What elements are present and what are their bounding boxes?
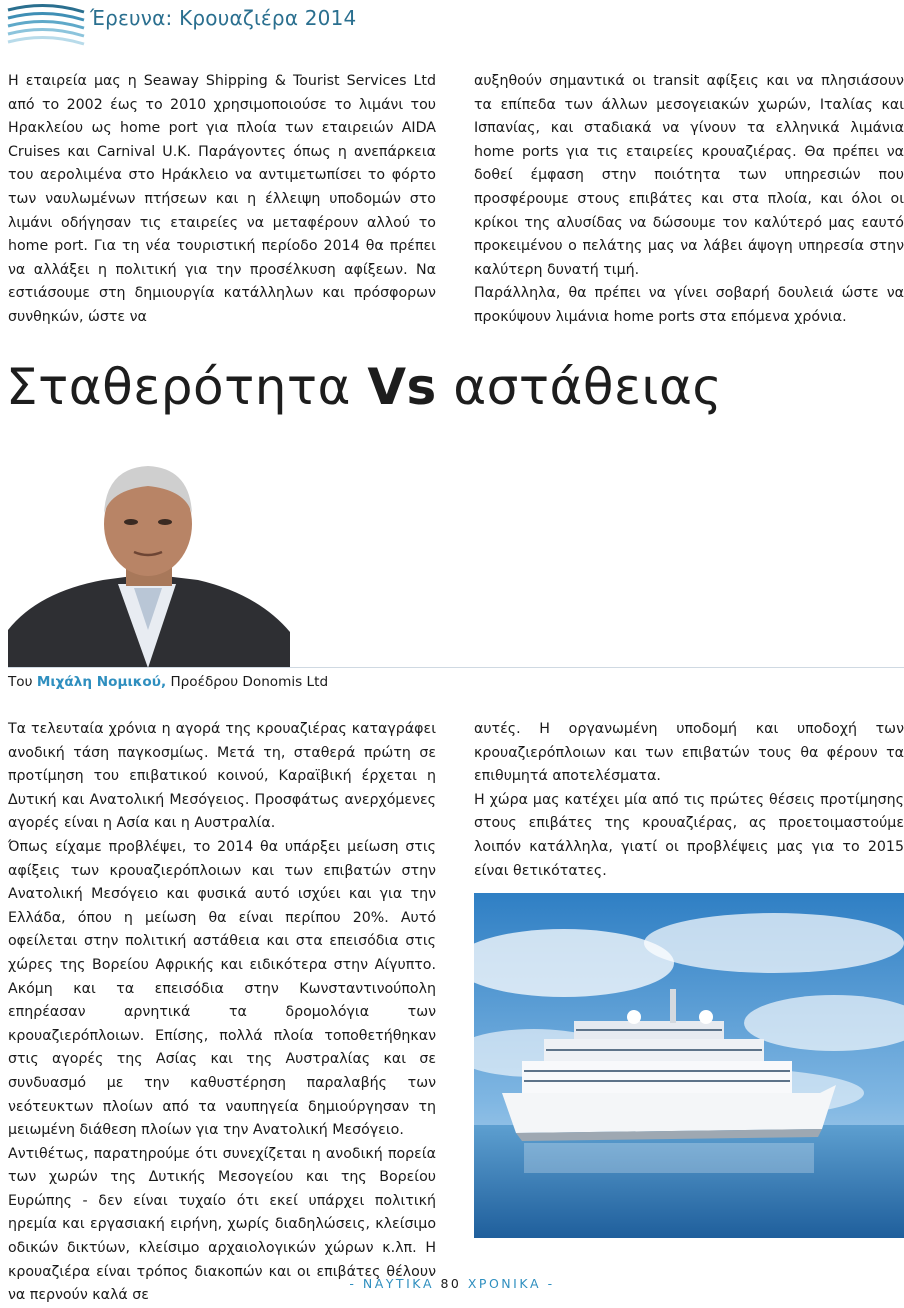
- headline-part-2: αστάθειας: [436, 358, 723, 416]
- article-right-column: [474, 718, 904, 883]
- byline-prefix: Του: [8, 674, 37, 690]
- article-headline: [6, 355, 722, 419]
- article-left-paragraph-1: Τα τελευταία χρόνια η αγορά της κρουαζιέρας καταγράφει ανοδική τάση παγκοσμίως. Μετά τη, σταθερά πρώτη σε προτίμηση του επιβατικού κοινού, Καραϊβική έρχεται η Δυτική και Ανατολική Μεσόγειος. Προσφάτως ανερχόμενες αγορές είναι η Ασία και η Αυστραλία.: [8, 721, 436, 832]
- headline-part-1: Σταθερότητα: [6, 358, 368, 416]
- byline-author: Μιχάλη Νομικού,: [36, 674, 167, 690]
- intro-right-column: [474, 70, 904, 330]
- waves-logo-icon: [6, 2, 86, 46]
- intro-right-paragraph-1: αυξηθούν σημαντικά οι transit αφίξεις και να πλησιάσουν τα επίπεδα των άλλων μεσογειακών χωρών, Ιταλίας και Ισπανίας, και σταδιακά να γίνουν τα ελληνικά λιμάνια home ports για τις εταιρείες κρουαζιέρας. Θα πρέπει να δοθεί έμφαση στην ποιότητα των υπηρεσιών που προσφέρουμε στους επιβάτες και στα πλοία, και όλοι οι κρίκοι της αλυσίδας να δώσουμε τον καλύτερό μας εαυτό προκειμένου ο πελάτης μας να λάβει άψογη υπηρεσία στην καλύτερη δυνατή τιμή.: [474, 73, 904, 278]
- footer-left: - ΝΑΥΤΙΚΑ: [349, 1276, 441, 1291]
- byline-role: Προέδρου Donomis Ltd: [166, 674, 329, 690]
- article-left-column: [8, 718, 436, 1308]
- article-right-paragraph-2: Η χώρα μας κατέχει μία από τις πρώτες θέσεις προτίμησης στους επιβάτες της κρουαζιέρας, ας προετοιμαστούμε λοιπόν κατάλληλα, γιατί οι προβλέψεις μας για το 2015 είναι θετικότατες.: [474, 791, 904, 879]
- section-title: [90, 6, 356, 30]
- article-right-paragraph-1: αυτές. Η οργανωμένη υποδομή και υποδοχή των κρουαζιερόπλοιων και των επιβατών τους θα φέρουν τα επιθυμητά αποτελέσματα.: [474, 721, 904, 785]
- footer-right: ΧΡΟΝΙΚΑ -: [461, 1276, 555, 1291]
- article-left-paragraph-2: Όπως είχαμε προβλέψει, το 2014 θα υπάρξει μείωση στις αφίξεις των κρουαζιερόπλοιων και των επιβατών στην Ανατολική Μεσόγειο και φυσικά αυτό ισχύει και για την Ελλάδα, όπου η μείωση θα είναι περίπου 20%. Αυτό οφείλεται στην πολιτική αστάθεια και στα επεισόδια στις χώρες της Βορείου Αφρικής και ειδικότερα στην Αίγυπτο. Ακόμη και τα επεισόδια στην Κωνσταντινούπολη επηρέασαν αρνητικά τα δρομολόγια των κρουαζιερόπλοιων. Επίσης, πολλά πλοία τοποθετήθηκαν στις αγορές της Ασίας και της Αυστραλίας και σε συνδυασμό με την καθυστέρηση παραλαβής των νεότευκτων πλοίων από τα ναυπηγεία δημιούργησαν τη μειωμένη διάθεση πλοίων για την Ανατολική Μεσόγειο.: [8, 838, 436, 1139]
- section-kicker: Έρευνα:: [90, 6, 173, 30]
- byline-divider: [8, 667, 904, 668]
- section-name: Κρουαζιέρα 2014: [179, 6, 357, 30]
- page-number: 80: [440, 1276, 462, 1291]
- page-header: [0, 0, 904, 48]
- headline-vs: Vs: [367, 358, 437, 416]
- byline: [8, 672, 328, 692]
- article-left-paragraph-3: Αντιθέτως, παρατηρούμε ότι συνεχίζεται η ανοδική πορεία των χωρών της Δυτικής Μεσογείου και της Βορείου Ευρώπης - δεν είναι τυχαίο ότι εκεί υπάρχει πολιτική ηρεμία και εργασιακή ειρήνη, χωρίς διαδηλώσεις, κλείσιμο οδικών δικτύων, κλείσιμο αρχαιολογικών χώρων κ.λπ. Η κρουαζιέρα είναι τρόπος διακοπών και οι επιβάτες θέλουν να περνούν καλά σε: [8, 1145, 436, 1304]
- cruise-ship-photo: [474, 893, 904, 1238]
- intro-left-paragraph: Η εταιρεία μας η Seaway Shipping & Tourist Services Ltd από το 2002 έως το 2010 χρησιμοποιούσε το λιμάνι του Ηρακλείου ως home port για πλοία των εταιρειών AIDA Cruises και Carnival U.K. Παράγοντες όπως η ανεπάρκεια του αερολιμένα στο Ηράκλειο να αντιμετωπίσει το φόρτο των ναυλωμένων πτήσεων και η έλλειψη υποδομών στο λιμάνι οδήγησαν τις εταιρείες να μεταφέρουν αλλού το home port. Για τη νέα τουριστική περίοδο 2014 θα πρέπει να αλλάξει η πολιτική για την προσέλκυση αφίξεων. Να εστιάσουμε στη δημιουργία κατάλληλων και πρόσφορων συνθηκών, ώστε να: [8, 73, 436, 325]
- author-portrait: [8, 462, 290, 668]
- intro-left-column: [8, 70, 436, 330]
- page-footer: [0, 1276, 904, 1291]
- intro-right-paragraph-2: Παράλληλα, θα πρέπει να γίνει σοβαρή δουλειά ώστε να προκύψουν λιμάνια home ports στα επόμενα χρόνια.: [474, 285, 904, 325]
